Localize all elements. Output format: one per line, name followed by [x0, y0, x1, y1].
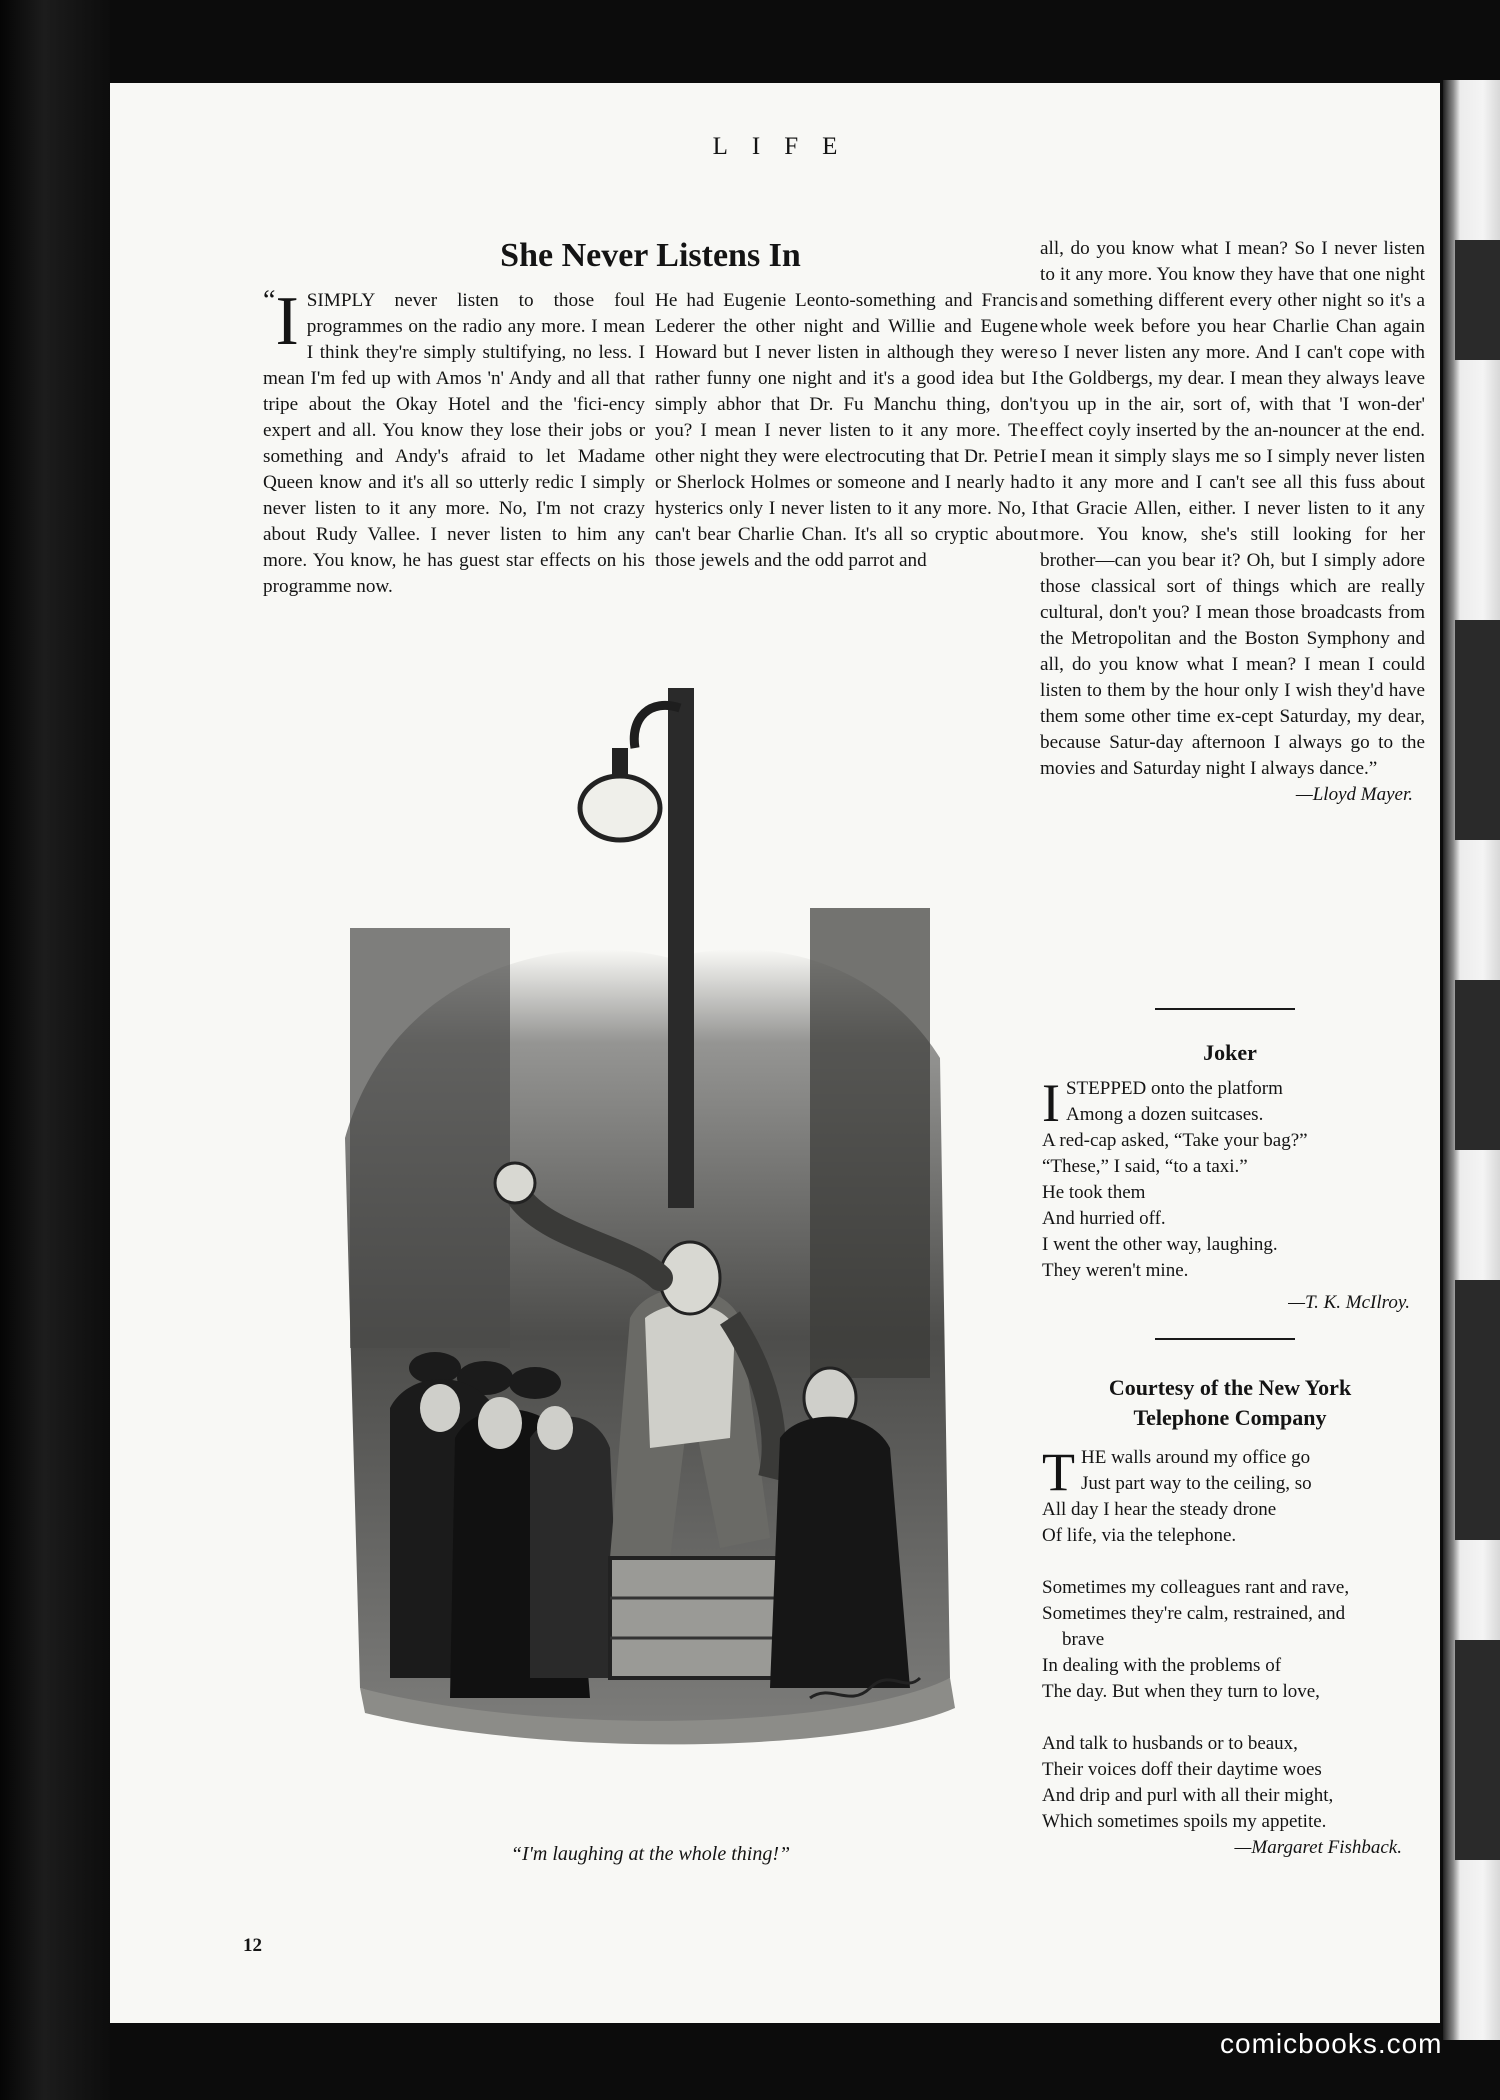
poem-line: Among a dozen suitcases. — [1065, 1104, 1264, 1125]
cartoon-illustration — [250, 678, 1010, 1763]
poem-joker — [1042, 1073, 1422, 1316]
poem-line: I went the other way, laughing. — [1042, 1234, 1278, 1255]
poem-title-line: Courtesy of the New York — [1108, 1375, 1352, 1400]
wooden-crate — [610, 1558, 780, 1678]
poem-line: All day I hear the steady drone — [1042, 1499, 1277, 1520]
poem-line: “These,” I said, “to a taxi.” — [1042, 1156, 1248, 1177]
poem-line: STEPPED onto the platform — [1065, 1078, 1283, 1099]
poem-line: Just part way to the ceiling, so — [1081, 1473, 1312, 1494]
author-signature: —Margaret Fishback. — [1234, 1837, 1402, 1858]
article-title: She Never Listens In — [500, 237, 801, 274]
author-signature: —T. K. McIlroy. — [1288, 1292, 1410, 1313]
poem-line: And drip and purl with all their might, — [1042, 1785, 1334, 1806]
section-divider — [1155, 1338, 1295, 1340]
open-quote-mark: “ — [263, 285, 276, 316]
poem-line: They weren't mine. — [1042, 1260, 1189, 1281]
article-column-2 — [655, 288, 1038, 574]
lamp-post — [668, 688, 694, 1208]
article-column-3 — [1040, 236, 1425, 808]
author-signature: —Lloyd Mayer. — [1295, 784, 1413, 805]
poem-line: The day. But when they turn to love, — [1042, 1681, 1320, 1702]
article-text: SIMPLY never listen to those foul programmes on the radio any more. I mean I think they're simply stultifying, no less. I mean I'm fed up with Amos 'n' Andy and all that tripe about the Okay Hotel and the 'fici-ency expert and all. You know they lose their jobs or something and Andy's afraid to let Madame Queen know and it's all so utterly redic I simply never listen to it any more. No, I'm not crazy about Rudy Vallee. I never listen to him any more. You know, he has guest star effects on his programme now. — [263, 290, 645, 597]
drop-cap: T — [1042, 1442, 1075, 1502]
illustration-caption: “I'm laughing at the whole thing!” — [510, 1843, 791, 1865]
lamp-globe — [580, 776, 660, 840]
article-column-1 — [263, 283, 645, 600]
poem-line: HE walls around my office go — [1081, 1447, 1311, 1468]
poem-title: Joker — [1203, 1040, 1257, 1065]
site-watermark: comicbooks.com — [1220, 2028, 1443, 2059]
poem-line: In dealing with the problems of — [1042, 1655, 1282, 1676]
poem-courtesy — [1042, 1442, 1422, 1861]
scan-border-left — [0, 0, 110, 2100]
poem-title — [1040, 1373, 1420, 1433]
poem-line: Of life, via the telephone. — [1042, 1525, 1237, 1546]
poem-line: brave — [1062, 1629, 1105, 1650]
poem-title-line: Telephone Company — [1133, 1405, 1327, 1430]
poem-line: And talk to husbands or to beaux, — [1042, 1733, 1298, 1754]
article-text: He had Eugenie Leonto-something and Francis Lederer the other night and Willie and Eugene Howard but I never listen in although they were rather funny one night and it's a good idea but I simply abhor that Dr. Fu Manchu thing, don't you? I mean I never listen to it any more. The other night they were electrocuting that Dr. Petrie or Sherlock Holmes or someone and I nearly had hysterics only I never listen to it any more. No, I can't bear Charlie Chan. It's all so cryptic about those jewels and the odd parrot and — [655, 290, 1038, 571]
section-divider — [1155, 1008, 1295, 1010]
page-number: 12 — [243, 1935, 262, 1956]
drop-cap: I — [275, 283, 299, 360]
poem-line: Sometimes they're calm, restrained, and — [1042, 1603, 1346, 1624]
drop-cap: I — [1042, 1073, 1060, 1133]
poem-line: Sometimes my colleagues rant and rave, — [1042, 1577, 1350, 1598]
poem-line: He took them — [1042, 1182, 1146, 1203]
article-text: all, do you know what I mean? So I never listen to it any more. You know they have that one night and something different every other night so it's a whole week before you hear Charlie Chan again so I never listen any more. And I can't cope with the Goldbergs, my dear. I mean they always leave you up in the air, sort of, with that 'I won-der' effect coyly inserted by the an-nouncer at the end. I mean it simply slays me so I simply never listen to it any more and I can't see all this fuss about that Gracie Allen, either. I never listen to it any more. You know, she's still looking for her brother—can you bear it? Oh, but I simply adore those classical sort of things which are really cultural, don't you? I mean those broadcasts from the Metropolitan and the Boston Symphony and all, do you know what I mean? I mean I could listen to them by the hour only I wish they'd have them some other time ex-cept Saturday, my dear, because Satur-day afternoon I always go to the movies and Saturday night I always dance.” — [1040, 238, 1425, 779]
adjacent-page-edge — [1443, 80, 1500, 2040]
magazine-header: LIFE — [712, 133, 862, 160]
poem-line: Their voices doff their daytime woes — [1042, 1759, 1322, 1780]
magazine-page — [110, 83, 1440, 2023]
poem-line: Which sometimes spoils my appetite. — [1042, 1811, 1327, 1832]
poem-line: A red-cap asked, “Take your bag?” — [1042, 1130, 1308, 1151]
poem-line: And hurried off. — [1042, 1208, 1166, 1229]
